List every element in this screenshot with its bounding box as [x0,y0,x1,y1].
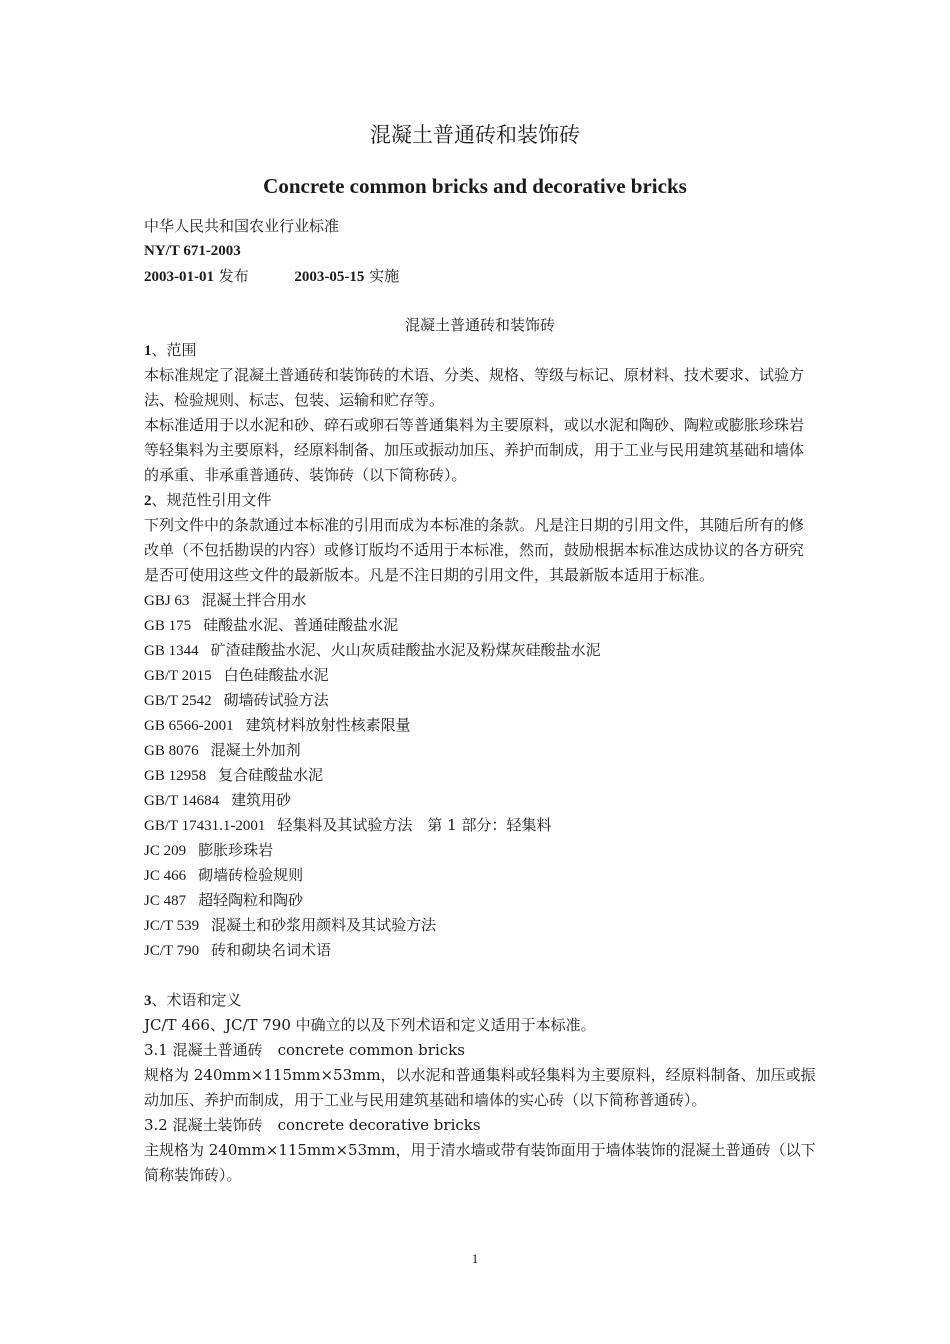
document-title-english: Concrete common bricks and decorative bricks [263,174,687,198]
reference-code: GB/T 17431.1-2001 [144,818,266,834]
standard-meta [144,214,824,289]
reference-item [144,838,816,863]
reference-code: GB/T 2542 [144,693,212,709]
reference-name: 超轻陶粒和陶砂 [198,891,304,909]
reference-item [144,688,816,713]
section-2-number: 2 [144,493,152,509]
standard-number: NY/T 671-2003 [144,243,241,259]
reference-code: GB 12958 [144,768,207,784]
dates-line [144,264,824,289]
reference-code: GBJ 63 [144,593,190,609]
section-3-number: 3 [144,993,152,1009]
reference-item [144,863,816,888]
section-1-heading [144,338,816,363]
reference-item [144,663,816,688]
term-3-2-heading: 3.2 混凝土装饰砖 concrete decorative bricks [144,1116,481,1134]
section-2-heading [144,488,816,513]
publish-date: 2003-01-01 [144,269,214,285]
reference-item [144,913,816,938]
blank-line [144,963,816,988]
section-3-title: 、术语和定义 [151,991,242,1009]
section-1-paragraph-2: 本标准适用于以水泥和砂、碎石或卵石等普通集料为主要原料，或以水泥和陶砂、陶粒或膨胀珍珠岩等轻集料为主要原料，经原料制备、加压或振动加压、养护而制成，用于工业与民用建筑基础和墙体的承重、非承重普通砖、装饰砖（以下简称砖）。 [144,416,805,484]
reference-code: GB/T 14684 [144,793,220,809]
section-1-number: 1 [144,343,152,359]
reference-item [144,613,816,638]
reference-name: 白色硅酸盐水泥 [223,666,329,684]
reference-name: 建筑材料放射性核素限量 [245,716,411,734]
document-title-chinese: 混凝土普通砖和装饰砖 [370,123,580,147]
reference-name: 矿渣硅酸盐水泥、火山灰质硅酸盐水泥及粉煤灰硅酸盐水泥 [210,641,601,659]
reference-item [144,938,816,963]
reference-code: GB 8076 [144,743,199,759]
reference-item [144,788,816,813]
section-3-heading [144,988,816,1013]
issuer-line: 中华人民共和国农业行业标准 [144,217,340,235]
reference-code: JC/T 790 [144,943,200,959]
reference-code: GB/T 2015 [144,668,212,684]
reference-name: 轻集料及其试验方法 第 1 部分：轻集料 [277,816,552,834]
reference-name: 混凝土外加剂 [210,741,301,759]
reference-item [144,813,816,838]
term-3-1-heading: 3.1 混凝土普通砖 concrete common bricks [144,1041,465,1059]
reference-name: 建筑用砂 [231,791,292,809]
reference-item [144,638,816,663]
reference-name: 复合硅酸盐水泥 [218,766,324,784]
reference-item [144,763,816,788]
reference-name: 膨胀珍珠岩 [198,841,274,859]
reference-code: JC 466 [144,868,187,884]
reference-name: 砖和砌块名词术语 [211,941,332,959]
effective-label: 实施 [369,267,400,285]
section-1-paragraph-1: 本标准规定了混凝土普通砖和装饰砖的术语、分类、规格、等级与标记、原材料、技术要求、试验方法、检验规则、标志、包装、运输和贮存等。 [144,366,805,409]
term-3-2-definition: 主规格为 240mm×115mm×53mm，用于清水墙或带有装饰面用于墙体装饰的混凝土普通砖（以下简称装饰砖）。 [144,1141,816,1184]
section-3-intro: JC/T 466、JC/T 790 中确立的以及下列术语和定义适用于本标准。 [144,1016,596,1034]
term-3-1-definition: 规格为 240mm×115mm×53mm，以水泥和普通集料或轻集料为主要原料，经原料制备、加压或振动加压、养护而制成，用于工业与民用建筑基础和墙体的实心砖（以下简称普通砖）。 [144,1066,816,1109]
publish-label: 发布 [218,267,249,285]
reference-item [144,738,816,763]
section-2-title: 、规范性引用文件 [151,491,272,509]
reference-name: 硅酸盐水泥、普通硅酸盐水泥 [203,616,399,634]
reference-item [144,888,816,913]
reference-code: GB 175 [144,618,192,634]
page-number: 1 [471,1251,479,1266]
effective-date: 2003-05-15 [294,269,365,285]
reference-item [144,713,816,738]
reference-name: 混凝土和砂浆用颜料及其试验方法 [211,916,437,934]
section-title: 混凝土普通砖和装饰砖 [404,316,555,334]
reference-code: GB 1344 [144,643,199,659]
section-1-title: 、范围 [151,341,197,359]
reference-item [144,588,816,613]
reference-name: 砌墙砖试验方法 [223,691,329,709]
reference-code: GB 6566-2001 [144,718,234,734]
reference-code: JC 209 [144,843,187,859]
reference-name: 混凝土拌合用水 [201,591,307,609]
section-2-paragraph-1: 下列文件中的条款通过本标准的引用而成为本标准的条款。凡是注日期的引用文件，其随后所有的修改单（不包括勘误的内容）或修订版均不适用于本标准，然而，鼓励根据本标准达成协议的各方研究是否可使用这些文件的最新版本。凡是不注日期的引用文件，其最新版本适用于标准。 [144,516,805,584]
reference-name: 砌墙砖检验规则 [198,866,304,884]
reference-code: JC 487 [144,893,187,909]
reference-code: JC/T 539 [144,918,200,934]
document-body [144,313,816,1188]
reference-list [144,588,816,963]
